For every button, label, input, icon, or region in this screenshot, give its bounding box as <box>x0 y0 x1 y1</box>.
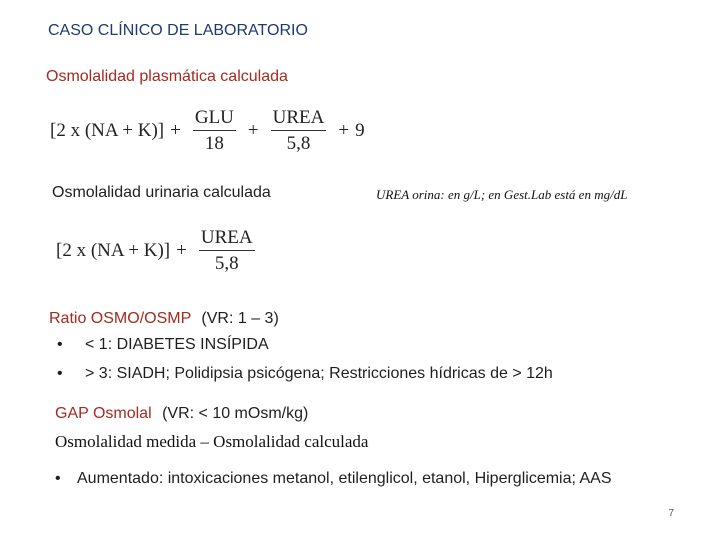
plasma-fraction-glu <box>193 108 236 153</box>
gap-bullet-text: Aumentado: intoxicaciones metanol, etilenglicol, etanol, Hiperglicemia; AAS <box>77 470 612 487</box>
urine-heading: Osmolalidad urinaria calculada <box>52 184 271 201</box>
urine-fraction-urea <box>199 228 255 273</box>
slide-title: CASO CLÍNICO DE LABORATORIO <box>48 22 308 39</box>
plasma-heading: Osmolalidad plasmática calculada <box>46 68 288 85</box>
ratio-bullet-2-text: > 3: SIADH; Polidipsia psicógena; Restricciones hídricas de > 12h <box>85 365 553 382</box>
plasma-frac1-numerator: GLU <box>193 108 236 131</box>
plasma-frac2-numerator: UREA <box>271 108 327 131</box>
urine-plus-1: + <box>176 239 187 261</box>
plasma-formula-tail: 9 <box>355 119 365 141</box>
page-number: 7 <box>668 508 674 519</box>
gap-bullet <box>55 470 612 488</box>
ratio-heading: Ratio OSMO/OSMP <box>49 310 191 327</box>
urine-frac-denominator: 5,8 <box>214 253 239 274</box>
gap-range: (VR: < 10 mOsm/kg) <box>162 405 309 422</box>
bullet-icon: • <box>57 336 63 353</box>
plasma-plus-1: + <box>170 119 181 141</box>
ratio-range: (VR: 1 – 3) <box>201 310 279 327</box>
gap-heading-line <box>55 405 308 423</box>
plasma-fraction-urea <box>271 108 327 153</box>
bullet-icon: • <box>55 470 61 487</box>
plasma-formula-lead: [2 x (NA + K)] <box>50 119 165 141</box>
gap-formula: Osmolalidad medida – Osmolalidad calculada <box>55 432 369 451</box>
plasma-formula <box>50 108 365 153</box>
ratio-bullet-1-text: < 1: DIABETES INSÍPIDA <box>85 336 269 353</box>
ratio-heading-line <box>49 310 279 328</box>
plasma-plus-3: + <box>338 119 350 141</box>
plasma-frac2-denominator: 5,8 <box>286 133 311 154</box>
bullet-icon: • <box>57 365 63 382</box>
ratio-bullet-1 <box>57 336 269 354</box>
gap-heading: GAP Osmolal <box>55 405 152 422</box>
ratio-bullet-2 <box>57 365 553 383</box>
urine-frac-numerator: UREA <box>199 228 255 251</box>
urine-note: UREA orina: en g/L; en Gest.Lab está en mg/dL <box>376 187 628 202</box>
urine-formula-lead: [2 x (NA + K)] <box>56 239 171 261</box>
plasma-plus-2: + <box>247 119 259 141</box>
urine-formula <box>56 228 261 273</box>
plasma-frac1-denominator: 18 <box>204 133 224 154</box>
